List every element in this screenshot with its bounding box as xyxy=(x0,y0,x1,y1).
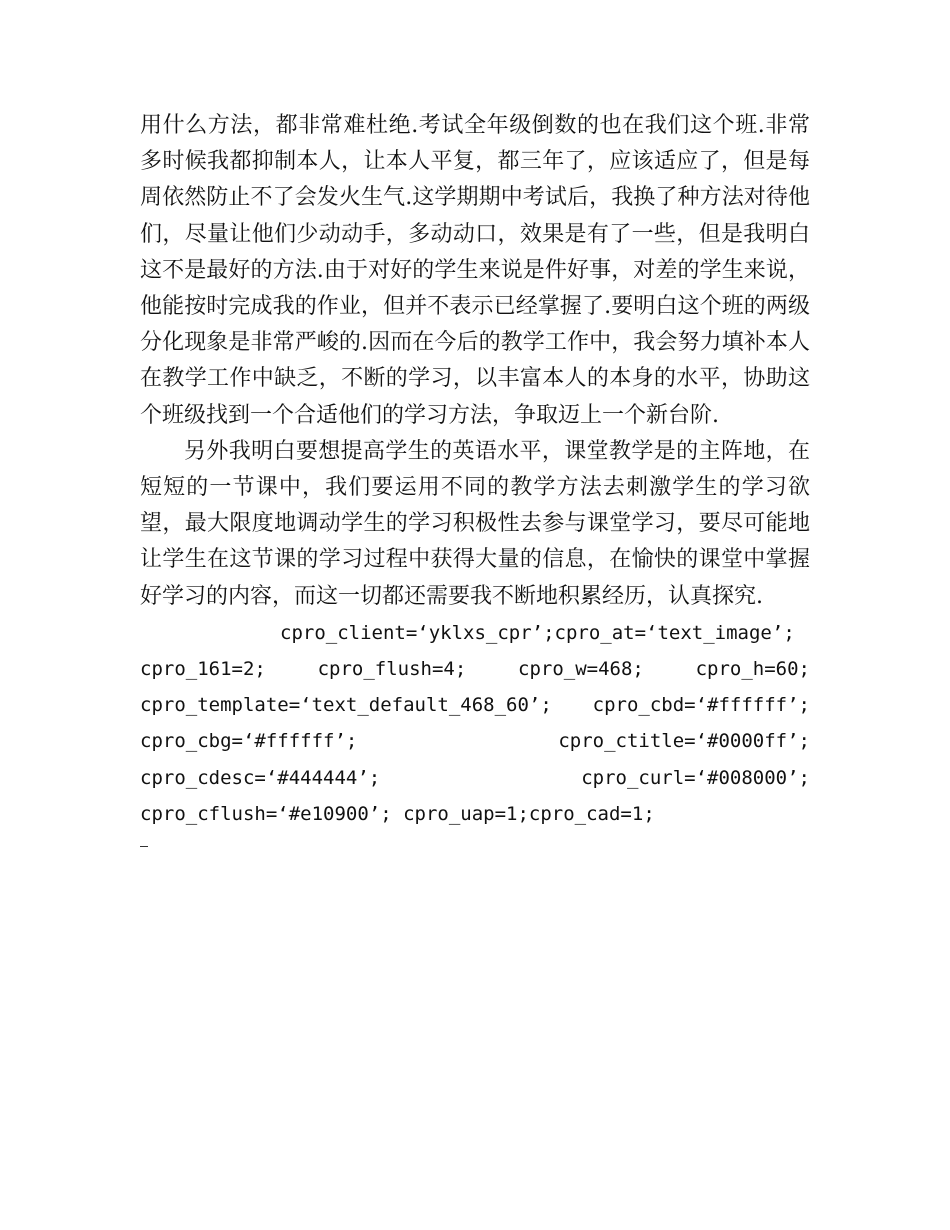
code-segment: cpro_ctitle=‘#0000ff’; xyxy=(558,730,810,753)
code-segment: cpro_cbd=‘#ffffff’; xyxy=(592,694,810,717)
document-page xyxy=(140,108,810,847)
code-segment: cpro_client=‘yklxs_cpr’;cpro_at=‘text_image’; xyxy=(280,621,795,644)
code-segment: cpro_template=‘text_default_468_60’; xyxy=(140,694,552,717)
code-segment: cpro_flush=4; xyxy=(317,658,467,681)
code-segment: cpro_h=60; xyxy=(695,658,810,681)
code-line-6 xyxy=(140,796,810,832)
code-line-5 xyxy=(140,760,810,796)
code-segment: cpro_cdesc=‘#444444’; xyxy=(140,766,381,789)
body-paragraph-1: 用什么方法，都非常难杜绝.考试全年级倒数的也在我们这个班.非常多时候我都抑制本人，让本人平复，都三年了，应该适应了，但是每周依然防止不了会发火生气.这学期期中考试后，我换了种方法对待他们，尽量让他们少动动手，多动动口，效果是有了一些，但是我明白这不是最好的方法.由于对好的学生来说是件好事，对差的学生来说，他能按时完成我的作业，但并不表示已经掌握了.要明白这个班的两级分化现象是非常严峻的.因而在今后的教学工作中，我会努力填补本人在教学工作中缺乏，不断的学习，以丰富本人的本身的水平，协助这个班级找到一个合适他们的学习方法，争取迈上一个新台阶. xyxy=(140,113,810,428)
trailing-dash-mark xyxy=(140,846,148,847)
code-segment: cpro_curl=‘#008000’; xyxy=(581,766,810,789)
code-line-3 xyxy=(140,687,810,723)
body-paragraph-2: 另外我明白要想提高学生的英语水平，课堂教学是的主阵地，在短短的一节课中，我们要运用不同的教学方法去刺激学生的学习欲望，最大限度地调动学生的学习积极性去参与课堂学习，要尽可能地让学生在这节课的学习过程中获得大量的信息，在愉快的课堂中掌握好学习的内容，而这一切都还需要我不断地积累经历，认真探究. xyxy=(140,438,810,609)
ad-config-code-block xyxy=(140,615,810,832)
code-line-1 xyxy=(140,615,810,651)
code-segment: cpro_w=468; xyxy=(518,658,644,681)
code-segment: cpro_161=2; xyxy=(140,658,266,681)
code-line-4 xyxy=(140,723,810,759)
code-segment: cpro_cbg=‘#ffffff’; xyxy=(140,730,358,753)
code-segment: cpro_cflush=‘#e10900’; cpro_uap=1;cpro_cad=1; xyxy=(140,802,655,825)
code-line-2 xyxy=(140,651,810,687)
